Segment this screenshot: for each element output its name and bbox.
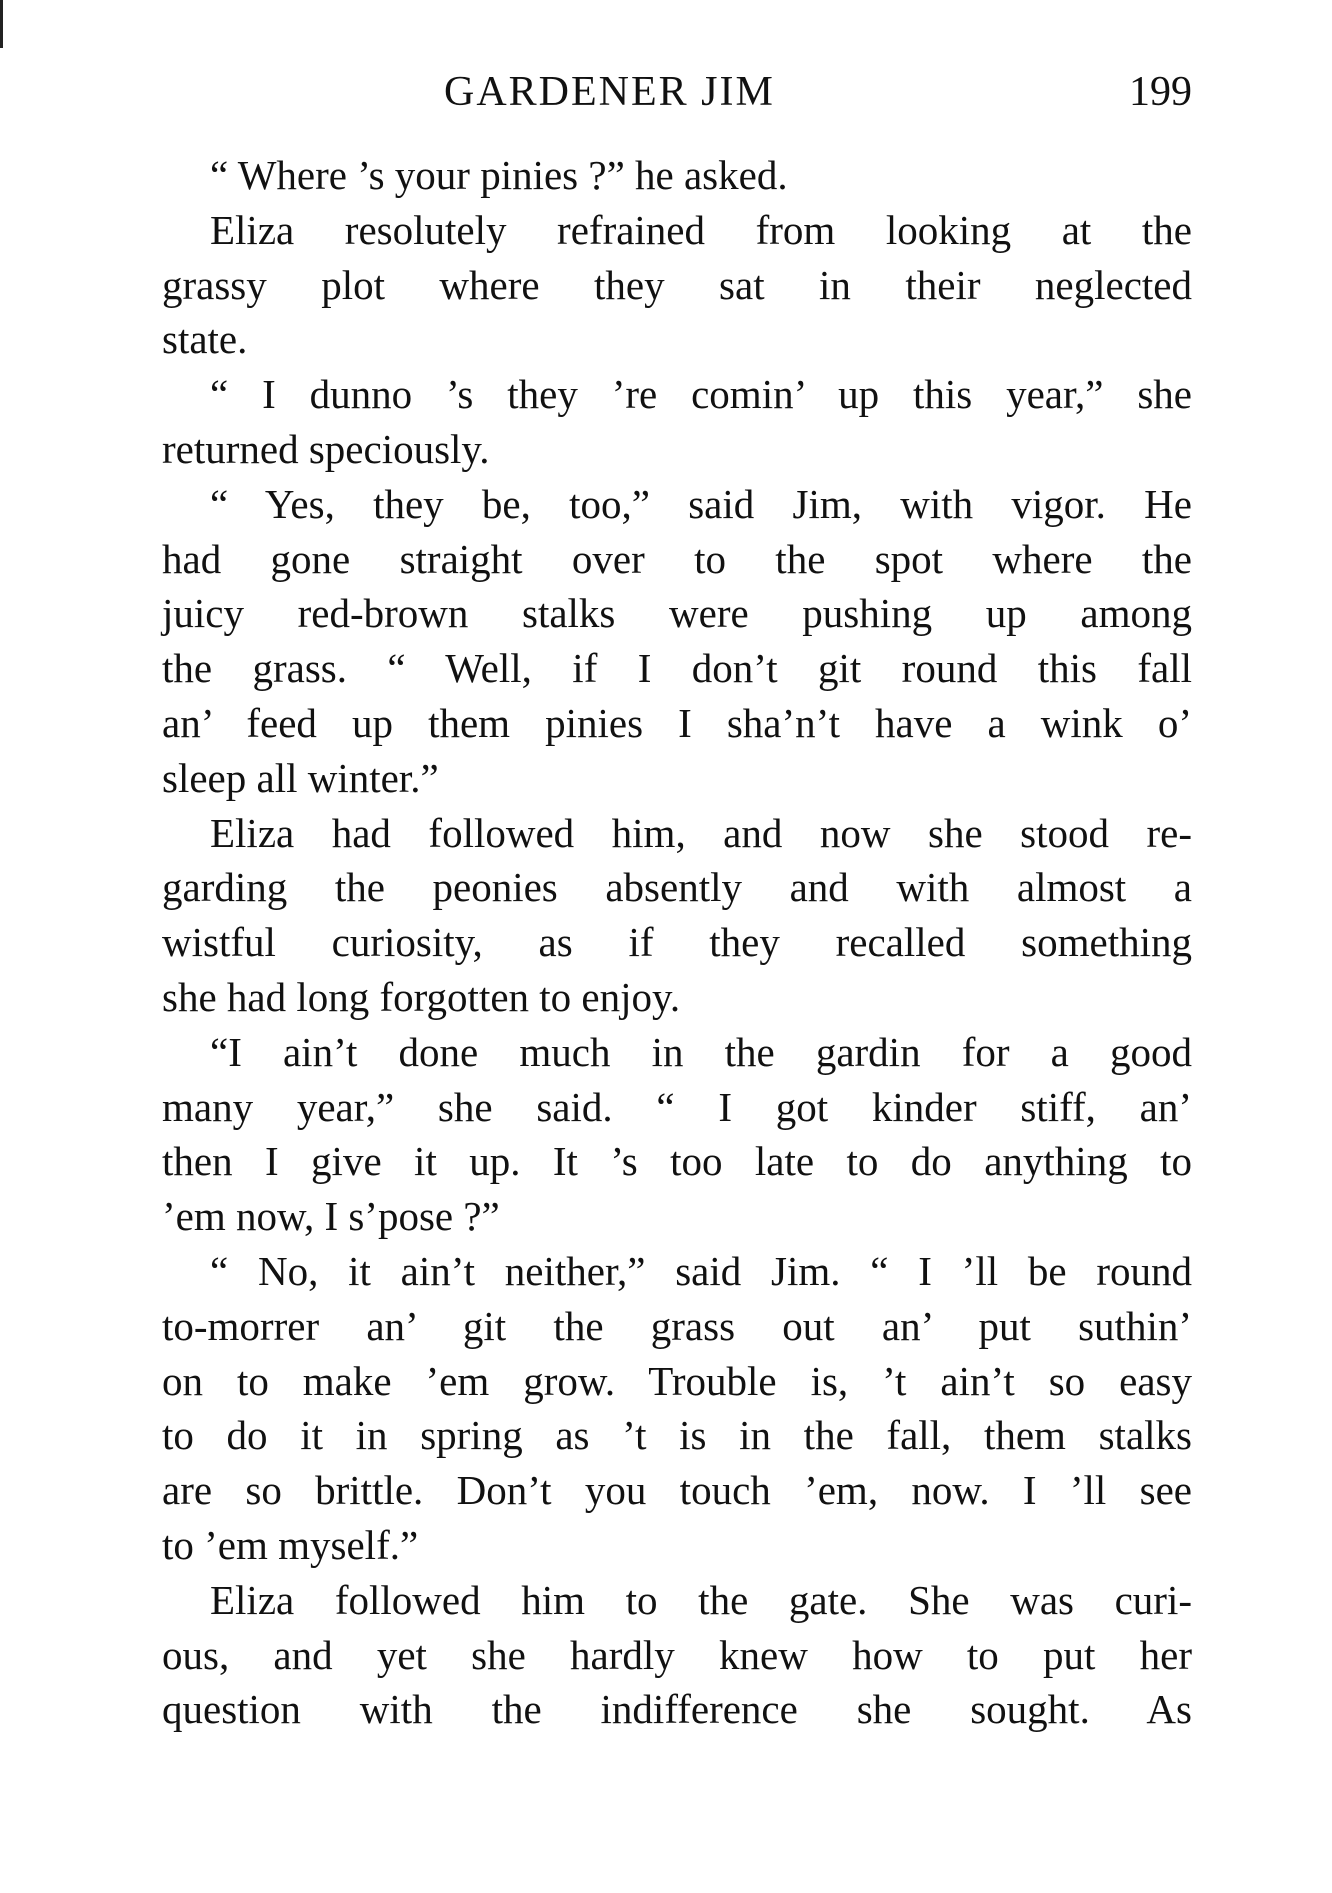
text-line: an’ feed up them pinies I sha’n’t have a wink o’ [162, 699, 1192, 746]
paragraph [162, 806, 1192, 1025]
text-line: returned speciously. [162, 425, 490, 472]
scan-edge-mark [0, 0, 3, 48]
paragraph [162, 148, 1192, 203]
paragraph [162, 1025, 1192, 1244]
paragraph [162, 203, 1192, 367]
text-line: then I give it up. It ’s too late to do anything to [162, 1138, 1192, 1185]
paragraph [162, 1573, 1192, 1737]
paragraph [162, 1244, 1192, 1573]
text-line: Eliza resolutely refrained from looking at the [210, 206, 1192, 253]
page-number: 199 [1129, 69, 1192, 115]
body-text [162, 148, 1192, 1737]
text-line: “I ain’t done much in the gardin for a good [210, 1028, 1192, 1075]
text-line: “ I dunno ’s they ’re comin’ up this year,” she [210, 371, 1192, 418]
text-line: the grass. “ Well, if I don’t git round this fall [162, 645, 1192, 692]
paragraph [162, 477, 1192, 806]
text-line: many year,” she said. “ I got kinder stiff, an’ [162, 1083, 1192, 1130]
text-line: “ No, it ain’t neither,” said Jim. “ I ’ll be round [210, 1247, 1192, 1294]
running-title: GARDENER JIM [444, 69, 775, 115]
text-line: are so brittle. Don’t you touch ’em, now. I ’ll see [162, 1467, 1192, 1514]
text-line: Eliza followed him to the gate. She was curi- [210, 1576, 1192, 1623]
text-line: to ’em myself.” [162, 1521, 419, 1568]
text-line: on to make ’em grow. Trouble is, ’t ain’t so easy [162, 1357, 1192, 1404]
text-line: garding the peonies absently and with almost a [162, 864, 1192, 911]
text-line: Eliza had followed him, and now she stood re- [210, 809, 1192, 856]
text-line: juicy red-brown stalks were pushing up among [162, 590, 1192, 637]
text-line: question with the indifference she sought. As [162, 1686, 1192, 1733]
text-line: to do it in spring as ’t is in the fall, them stalks [162, 1412, 1192, 1459]
text-line: had gone straight over to the spot where the [162, 535, 1192, 582]
page-header [162, 62, 1192, 122]
paragraph [162, 367, 1192, 477]
text-line: to-morrer an’ git the grass out an’ put suthin’ [162, 1302, 1192, 1349]
text-line: ous, and yet she hardly knew how to put her [162, 1631, 1192, 1678]
text-line: grassy plot where they sat in their neglected [162, 261, 1192, 308]
text-line: she had long forgotten to enjoy. [162, 973, 681, 1020]
text-line: sleep all winter.” [162, 754, 439, 801]
text-line: ’em now, I s’pose ?” [162, 1193, 500, 1240]
text-line: wistful curiosity, as if they recalled something [162, 919, 1192, 966]
text-line: “ Yes, they be, too,” said Jim, with vigor. He [210, 480, 1192, 527]
text-line: “ Where ’s your pinies ?” he asked. [210, 152, 788, 198]
text-line: state. [162, 316, 248, 363]
